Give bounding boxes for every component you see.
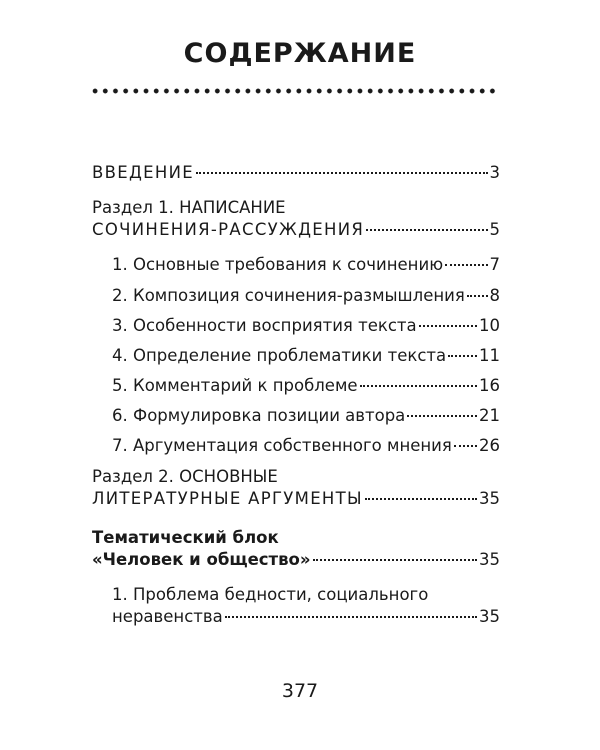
dot-leader	[196, 172, 488, 174]
toc-entry-text: 6. Формулировка позиции автора	[112, 406, 406, 425]
toc-entry-text: 5. Комментарий к проблеме	[112, 376, 358, 395]
dot-leader	[360, 385, 477, 387]
toc-entry-text: 3. Особенности восприятия текста	[112, 316, 417, 335]
toc-entry-item[interactable]	[112, 584, 500, 628]
toc-entry-item[interactable]	[112, 315, 500, 337]
toc-entry-section-2[interactable]	[92, 466, 500, 510]
toc-entry-text: 7. Аргументация собственного мнения	[112, 436, 452, 455]
toc-page-number: 5	[489, 220, 500, 239]
dot-leader	[419, 325, 477, 327]
toc-entry-item[interactable]	[112, 254, 500, 276]
toc-entry-text: неравенства	[112, 607, 223, 626]
dot-leader	[454, 445, 477, 447]
toc-entry-intro[interactable]	[92, 162, 500, 184]
dot-leader	[448, 355, 477, 357]
dot-leader	[467, 295, 488, 297]
page-number: 377	[281, 680, 319, 702]
toc-page-number: 35	[479, 489, 500, 508]
page-title: СОДЕРЖАНИЕ	[183, 38, 417, 69]
dot-leader	[407, 415, 477, 417]
toc-entry-item[interactable]	[112, 375, 500, 397]
dot-leader	[365, 498, 477, 500]
toc-page-number: 8	[489, 286, 500, 305]
toc-page-number: 10	[479, 316, 500, 335]
toc-entry-thematic-block[interactable]	[92, 527, 500, 571]
toc-entry-text: ВВЕДЕНИЕ	[92, 163, 194, 182]
toc-page-number: 3	[489, 163, 500, 182]
toc-entry-text: 1. Проблема бедности, социального	[112, 585, 429, 604]
toc-entry-text: СОЧИНЕНИЯ-РАССУЖДЕНИЯ	[92, 220, 365, 239]
toc-entry-text: Раздел 2. ОСНОВНЫЕ	[92, 467, 278, 486]
toc-entry-section-1[interactable]	[92, 197, 500, 241]
toc-entry-text: ЛИТЕРАТУРНЫЕ АРГУМЕНТЫ	[92, 489, 363, 508]
dot-leader	[225, 616, 477, 618]
toc-page-number: 11	[479, 346, 500, 365]
toc-page-number: 16	[479, 376, 500, 395]
toc-entry-text: 2. Композиция сочинения-размышления	[112, 286, 465, 305]
toc-entry-text: Тематический блок	[92, 528, 279, 547]
toc-entry-item[interactable]	[112, 435, 500, 457]
toc-page-number: 35	[479, 607, 500, 626]
toc-entry-item[interactable]	[112, 345, 500, 367]
toc-entry-item[interactable]	[112, 285, 500, 307]
dot-leader	[313, 559, 477, 561]
toc-entry-text: «Человек и общество»	[92, 550, 311, 569]
dot-leader	[366, 229, 487, 231]
toc-page-number: 7	[489, 255, 500, 274]
toc-entry-item[interactable]	[112, 405, 500, 427]
toc-entry-text: 4. Определение проблематики текста	[112, 346, 447, 365]
toc-entry-text: Раздел 1. НАПИСАНИЕ	[92, 198, 286, 217]
dot-leader	[445, 264, 487, 266]
toc-page-number: 35	[479, 550, 500, 569]
toc-page-number: 21	[479, 406, 500, 425]
toc-page-number: 26	[479, 436, 500, 455]
toc-entry-text: 1. Основные требования к сочинению	[112, 255, 444, 274]
